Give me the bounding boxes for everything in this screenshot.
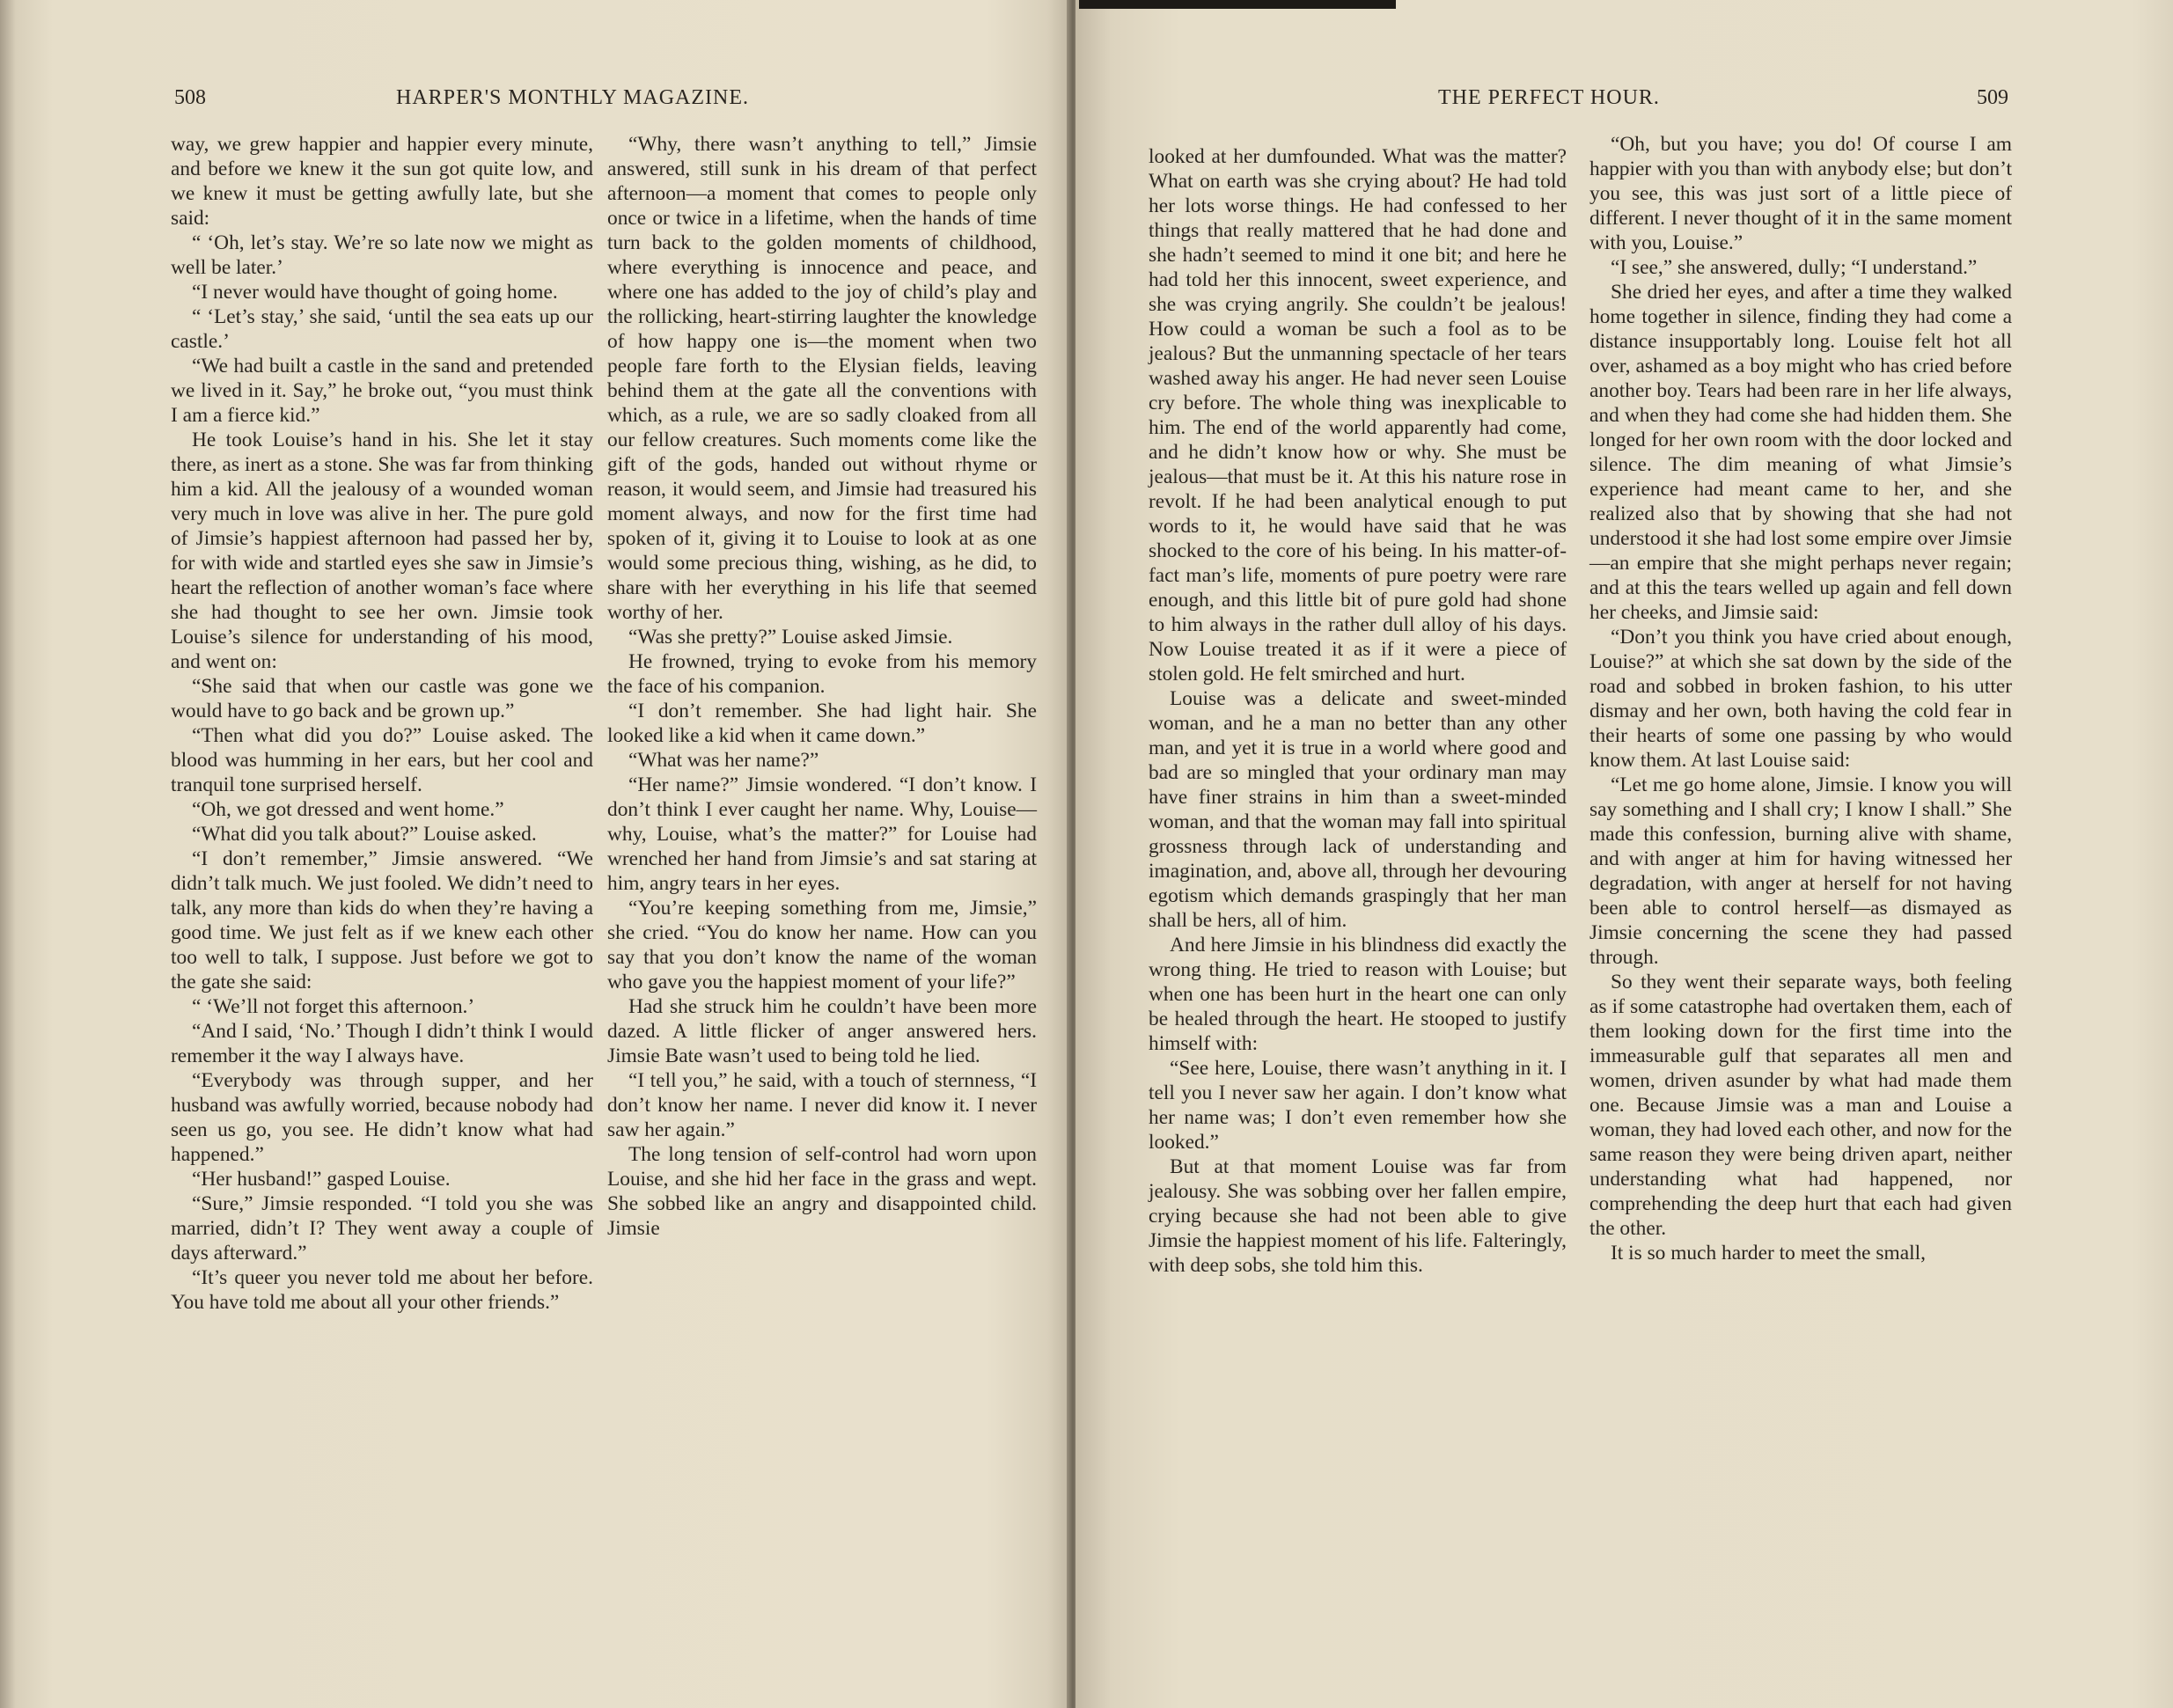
page-number-left: 508 [174,86,206,109]
paragraph: She dried her eyes, and after a time they walked home together in silence, finding they had come a distance insupportably long. Louise felt hot all over, ashamed as a boy might who has cried before another boy. Tears had been rare in her life always, and when they had come she had hidden them. She longed for her own room with the door locked and silence. The dim meaning of what Jimsie’s experience had meant came to her, and she realized also that by showing that she had not understood it she had lost some empire over Jimsie—an empire that she might perhaps never regain; and at this the tears welled up again and fell down her cheeks, and Jimsie said: [1589,281,2012,624]
top-edge-shadow [1079,0,1396,9]
paragraph: way, we grew happier and happier every minute, and before we knew it the sun got quite low, and we knew it must be getting awfully late, but she said: [171,133,593,230]
right-column-2 [1589,132,2012,1265]
right-column-1 [1149,144,1567,1278]
paragraph: “I don’t remember,” Jimsie answered. “We didn’t talk much. We just fooled. We didn’t need to talk, any more than kids do when they’re having a good time. We just felt as if we knew each other too well to talk, I suppose. Just before we got to the gate she said: [171,847,593,993]
left-page [0,0,1072,1708]
running-head-left: HARPER'S MONTHLY MAGAZINE. [396,86,750,109]
left-column-1 [171,132,593,1315]
paragraph: “Everybody was through supper, and her husband was awfully worried, because nobody had seen us go, you see. He didn’t know what had happened.” [171,1069,593,1166]
paragraph: “What was her name?” [628,749,819,772]
left-column-2 [607,132,1037,1241]
paragraph: “See here, Louise, there wasn’t anything in it. I tell you I never saw her again. I don’t know what her name was; I don’t even remember how she looked.” [1149,1057,1567,1154]
paragraph: So they went their separate ways, both feeling as if some catastrophe had overtaken them, each of them looking down for the first time into the immeasurable gulf that separates all men and women, driven asunder by what had made them one. Because Jimsie was a man and Louise a woman, they had loved each other, and now for the same reason they were being driven apart, neither understanding what had happened, nor comprehending the deep hurt that each had given the other. [1589,971,2012,1240]
paragraph: “You’re keeping something from me, Jimsie,” she cried. “You do know her name. How can you say that you don’t know the name of the woman who gave you the happiest moment of your life?” [607,897,1037,993]
paragraph: “Sure,” Jimsie responded. “I told you she was married, didn’t I? They went away a couple of days afterward.” [171,1192,593,1265]
paragraph: “ ‘Oh, let’s stay. We’re so late now we might as well be later.’ [171,231,593,279]
paragraph: He frowned, trying to evoke from his memory the face of his companion. [607,650,1037,698]
paragraph: “Oh, we got dressed and went home.” [192,798,504,821]
paragraph: “Oh, but you have; you do! Of course I am happier with you than with anybody else; but don’t you see, this was just sort of a little piece of different. I never thought of it in the same moment with you, Louise.” [1589,133,2012,254]
paragraph: “We had built a castle in the sand and pretended we lived in it. Say,” he broke out, “you must think I am a fierce kid.” [171,355,593,427]
right-page [1075,0,2173,1708]
paragraph: “Was she pretty?” Louise asked Jimsie. [628,626,953,649]
paragraph: “ ‘We’ll not forget this afternoon.’ [192,995,475,1018]
paragraph: “Then what did you do?” Louise asked. The blood was humming in her ears, but her cool and tranquil tone surprised herself. [171,724,593,796]
paragraph: “And I said, ‘No.’ Though I didn’t think I would remember it the way I always have. [171,1020,593,1067]
paragraph: “Let me go home alone, Jimsie. I know you will say something and I shall cry; I know I shall.” She made this confession, burning alive with shame, and with anger at him for having witnessed her degradation, with anger at herself for not having been able to control herself—as dismayed as Jimsie concerning the scene they had passed through. [1589,773,2012,969]
paragraph: “She said that when our castle was gone we would have to go back and be grown up.” [171,675,593,722]
paragraph: “I see,” she answered, dully; “I understand.” [1611,256,1978,279]
paragraph: “Why, there wasn’t anything to tell,” Jimsie answered, still sunk in his dream of that perfect afternoon—a moment that comes to people only once or twice in a lifetime, when the hands of time turn back to the golden moments of childhood, where everything is innocence and peace, and where one has added to the joy of child’s play and the rollicking, heart-stirring laughter the knowledge of how happy one is—the moment when two people fare forth to the Elysian fields, leaving behind them at the gate all the conventions with which, as a rule, we are so sadly cloaked from all our fellow creatures. Such moments come like the gift of the gods, handed out without rhyme or reason, it would seem, and Jimsie had treasured his moment always, and now for the first time had spoken of it, giving it to Louise to look at as one would some precious thing, wishing, as he did, to share with her everything in his life that seemed worthy of her. [607,133,1037,624]
paragraph: And here Jimsie in his blindness did exactly the wrong thing. He tried to reason with Louise; but when one has been hurt in the heart one can only be healed through the heart. He stooped to justify himself with: [1149,934,1567,1055]
paragraph: He took Louise’s hand in his. She let it stay there, as inert as a stone. She was far from thinking him a kid. All the jealousy of a wounded woman very much in love was alive in her. The pure gold of Jimsie’s happiest afternoon had passed her by, for with wide and startled eyes she saw in Jimsie’s heart the reflection of another woman’s face where she had thought to see her own. Jimsie took Louise’s silence for understanding of his mood, and went on: [171,429,593,673]
paragraph: It is so much harder to meet the small, [1611,1242,1926,1265]
paragraph: But at that moment Louise was far from jealousy. She was sobbing over her fallen empire, crying because she had not been able to give Jimsie the happiest moment of his life. Falteringly, with deep sobs, she told him this. [1149,1155,1567,1277]
paragraph: “I tell you,” he said, with a touch of sternness, “I don’t know her name. I never did know it. I never saw her again.” [607,1069,1037,1141]
paragraph: “Don’t you think you have cried about enough, Louise?” at which she sat down by the side of the road and sobbed in broken fashion, to his utter dismay and her own, both having the cold fear in their hearts of some one passing by who would know them. At last Louise said: [1589,626,2012,772]
running-head-right: THE PERFECT HOUR. [1438,86,1660,109]
paragraph: “ ‘Let’s stay,’ she said, ‘until the sea eats up our castle.’ [171,305,593,353]
paragraph: looked at her dumfounded. What was the matter? What on earth was she crying about? He had told her lots worse things. He had confessed to her things that really mattered that he had done and she hadn’t seemed to mind it one bit; and here he had told her this innocent, sweet experience, and she was crying angrily. She couldn’t be jealous! How could a woman be such a fool as to be jealous? But the unmanning spectacle of her tears washed away his anger. He had never seen Louise cry before. The whole thing was inexplicable to him. The end of the world apparently had come, and he didn’t know how or why. She must be jealous—that must be it. At this his nature rose in revolt. If he had been analytical enough to put words to it, he would have said that he was shocked to the core of his being. In his matter-of-fact man’s life, moments of pure poetry were rare enough, and this little bit of pure gold had shone to him always in the rather dull alloy of his days. Now Louise treated it as if it were a piece of stolen gold. He felt smirched and hurt. [1149,145,1567,685]
paragraph: “Her name?” Jimsie wondered. “I don’t know. I don’t think I ever caught her name. Why, Louise—why, Louise, what’s the matter?” for Louise had wrenched her hand from Jimsie’s and sat staring at him, angry tears in her eyes. [607,773,1037,895]
paragraph: “Her husband!” gasped Louise. [192,1168,451,1191]
paragraph: “What did you talk about?” Louise asked. [192,823,537,846]
paragraph: “It’s queer you never told me about her before. You have told me about all your other friends.” [171,1266,593,1314]
paragraph: “I never would have thought of going home. [192,281,558,304]
paragraph: “I don’t remember. She had light hair. She looked like a kid when it came down.” [607,700,1037,747]
paragraph: The long tension of self-control had worn upon Louise, and she hid her face in the grass and wept. She sobbed like an angry and disappointed child. Jimsie [607,1143,1037,1240]
paragraph: Had she struck him he couldn’t have been more dazed. A little flicker of anger answered hers. Jimsie Bate wasn’t used to being told he lied. [607,995,1037,1067]
page-number-right: 509 [1977,86,2008,109]
paragraph: Louise was a delicate and sweet-minded woman, and he a man no better than any other man, and yet it is true in a world where good and bad are so mingled that your ordinary man may have finer strains in him than a sweet-minded woman, and that the woman may fall into spiritual grossness through lack of understanding and imagination, and, above all, through her devouring egotism which demands graspingly that her man shall be hers, all of him. [1149,687,1567,932]
